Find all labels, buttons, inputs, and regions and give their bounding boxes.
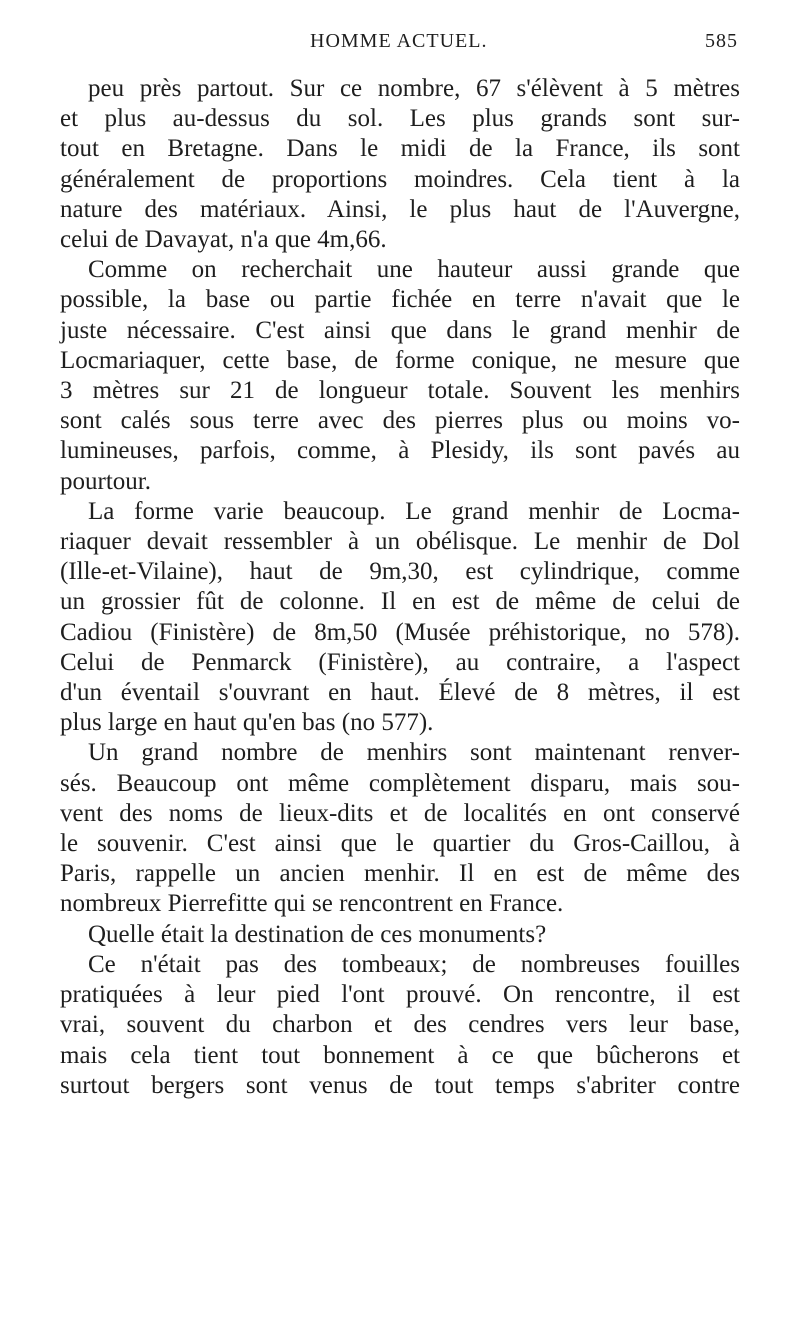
paragraph [60, 74, 740, 255]
text-line: Ce n'était pas des tombeaux; de nombreuses fouilles [88, 950, 740, 978]
paragraph [60, 255, 740, 497]
text-line: Quelle était la destination de ces monuments? [88, 920, 547, 948]
text-line: sés. Beaucoup ont même complètement disparu, mais sou- [60, 769, 740, 797]
body-text [60, 74, 740, 1101]
text-line: vent des noms de lieux-dits et de localités en ont conservé [60, 799, 740, 827]
text-line: généralement de proportions moindres. Cela tient à la [60, 165, 740, 193]
text-line: lumineuses, parfois, comme, à Plesidy, ils sont pavés au [60, 437, 740, 465]
paragraph [60, 920, 740, 950]
text-line: un grossier fût de colonne. Il en est de même de celui de [60, 588, 740, 616]
text-line: possible, la base ou partie fichée en terre n'avait que le [60, 286, 740, 314]
text-line: celui de Davayat, n'a que 4m,66. [60, 226, 387, 254]
text-line: riaquer devait ressembler à un obélisque. Le menhir de Dol [60, 528, 740, 556]
text-line: Comme on recherchait une hauteur aussi grande que [88, 256, 740, 284]
paragraph [60, 497, 740, 739]
text-line: pratiquées à leur pied l'ont prouvé. On rencontre, il est [60, 981, 740, 1009]
page-header [60, 30, 740, 54]
text-line: Cadiou (Finistère) de 8m,50 (Musée préhistorique, no 578). [60, 618, 740, 646]
paragraph [60, 950, 740, 1101]
text-line: et plus au-dessus du sol. Les plus grands sont sur- [60, 105, 740, 133]
text-line: Celui de Penmarck (Finistère), au contraire, a l'aspect [60, 648, 740, 676]
text-line: 3 mètres sur 21 de longueur totale. Souvent les menhirs [60, 377, 740, 405]
text-line: surtout bergers sont venus de tout temps s'abriter contre [60, 1071, 740, 1099]
page-number: 585 [705, 30, 738, 52]
running-title: HOMME ACTUEL. [310, 30, 488, 52]
text-line: nature des matériaux. Ainsi, le plus haut de l'Auvergne, [60, 195, 740, 223]
text-line: plus large en haut qu'en bas (no 577). [60, 709, 434, 737]
text-line: d'un éventail s'ouvrant en haut. Élevé de 8 mètres, il est [60, 679, 740, 707]
text-line: Un grand nombre de menhirs sont maintenant renver- [88, 739, 740, 767]
text-line: peu près partout. Sur ce nombre, 67 s'élèvent à 5 mètres [88, 75, 740, 102]
text-line: La forme varie beaucoup. Le grand menhir de Locma- [88, 497, 740, 525]
text-line: sont calés sous terre avec des pierres plus ou moins vo- [60, 407, 740, 435]
paragraph [60, 738, 740, 919]
text-line: pourtour. [60, 467, 151, 495]
text-line: le souvenir. C'est ainsi que le quartier du Gros-Caillou, à [60, 830, 740, 858]
text-line: Paris, rappelle un ancien menhir. Il en est de même des [60, 860, 740, 888]
text-line: nombreux Pierrefitte qui se rencontrent en France. [60, 890, 564, 918]
text-line: juste nécessaire. C'est ainsi que dans le grand menhir de [60, 316, 740, 344]
text-line: vrai, souvent du charbon et des cendres vers leur base, [60, 1011, 740, 1039]
text-line: mais cela tient tout bonnement à ce que bûcherons et [60, 1041, 740, 1069]
text-line: Locmariaquer, cette base, de forme conique, ne mesure que [60, 346, 740, 374]
text-line: tout en Bretagne. Dans le midi de la France, ils sont [60, 135, 740, 163]
text-line: (Ille-et-Vilaine), haut de 9m,30, est cylindrique, comme [60, 558, 740, 586]
